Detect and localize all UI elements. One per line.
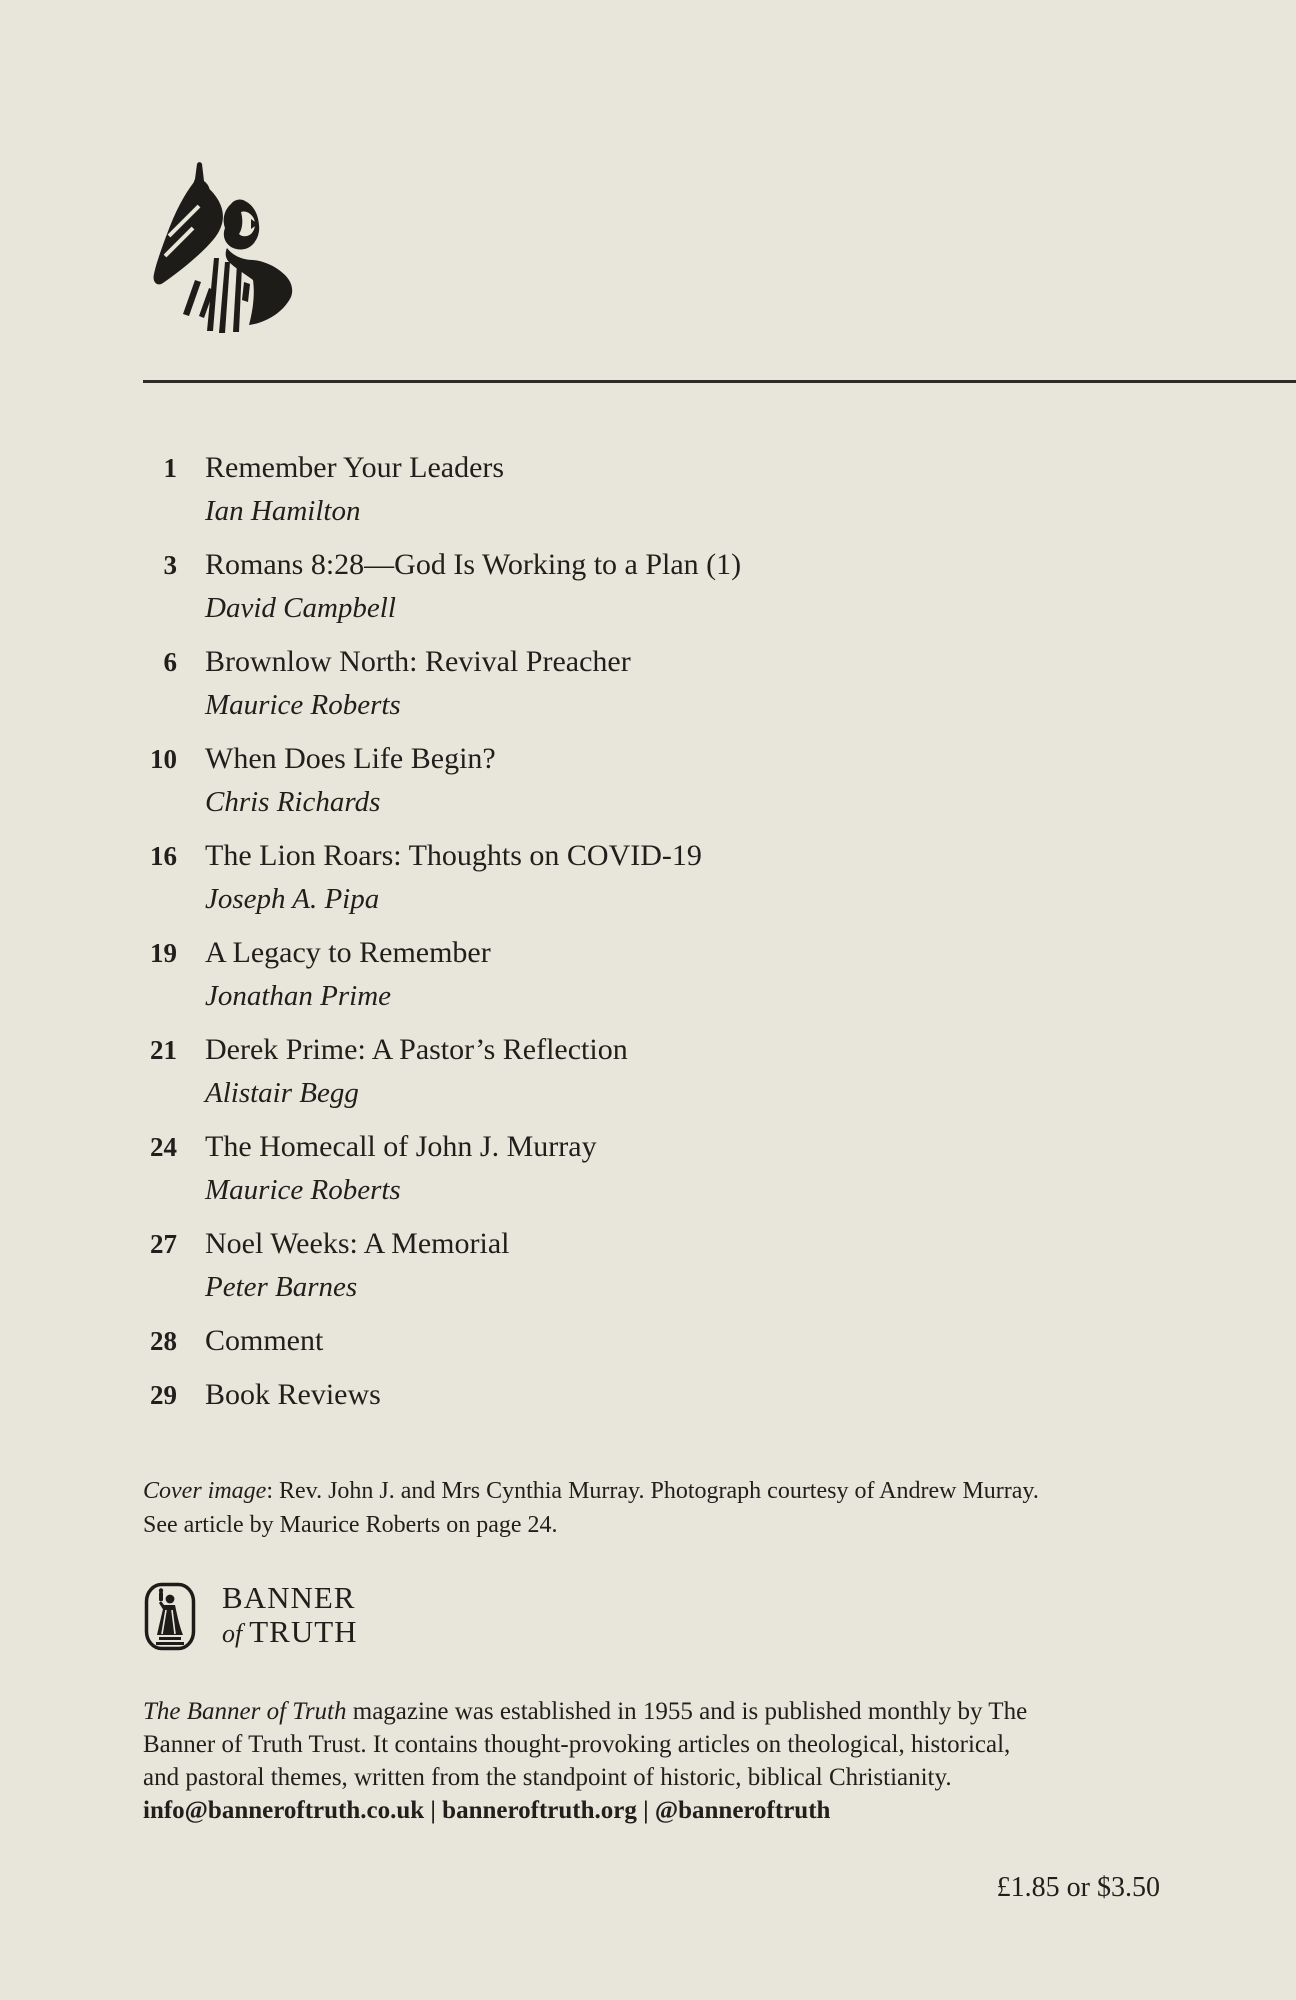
cover-note-text: : Rev. John J. and Mrs Cynthia Murray. Photograph courtesy of Andrew Murray. [266, 1478, 1039, 1504]
wordmark-truth: TRUTH [249, 1614, 358, 1649]
table-of-contents [143, 446, 741, 1427]
toc-article-author: Ian Hamilton [205, 495, 361, 527]
publisher-blurb [143, 1695, 1043, 1794]
toc-article-title: Comment [205, 1324, 324, 1357]
toc-page-number: 10 [150, 744, 177, 774]
toc-entry [143, 834, 741, 921]
toc-page-number: 1 [163, 453, 177, 483]
toc-page-number: 27 [150, 1229, 177, 1259]
toc-page-number: 28 [150, 1326, 177, 1356]
toc-article-author: Alistair Begg [205, 1077, 359, 1109]
blurb-text: magazine was established in 1955 and is published monthly by The Banner of Truth Trust. It contains thought-provoking articles on theological, historical, and pastoral themes, written from the standpoint of historic, biblical Christianity. [143, 1698, 1028, 1791]
toc-entry [143, 1222, 741, 1309]
toc-entry [143, 1125, 741, 1212]
toc-page-number: 19 [150, 938, 177, 968]
toc-entry [143, 1373, 741, 1417]
toc-page-number: 16 [150, 841, 177, 871]
toc-article-author: Jonathan Prime [205, 980, 392, 1012]
toc-page-number: 24 [150, 1132, 177, 1162]
toc-article-author: Chris Richards [205, 786, 381, 818]
toc-entry [143, 1028, 741, 1115]
toc-page-number: 3 [163, 550, 177, 580]
toc-article-title: A Legacy to Remember [205, 936, 491, 969]
publisher-wordmark [222, 1581, 358, 1651]
publisher-brand [144, 1581, 358, 1651]
toc-page-number: 21 [150, 1035, 177, 1065]
publisher-contact-line: info@banneroftruth.co.uk | banneroftruth.org | @banneroftruth [143, 1797, 831, 1824]
toc-article-author: Maurice Roberts [205, 689, 401, 721]
toc-article-title: Romans 8:28—God Is Working to a Plan (1) [205, 548, 742, 581]
toc-article-title: The Lion Roars: Thoughts on COVID-19 [205, 839, 702, 872]
toc-article-author: Maurice Roberts [205, 1174, 401, 1206]
toc-entry [143, 446, 741, 533]
toc-article-author: David Campbell [205, 592, 396, 624]
cover-note-line1 [143, 1474, 1039, 1508]
toc-entry [143, 931, 741, 1018]
blurb-magazine-name: The Banner of Truth [143, 1698, 347, 1725]
toc-article-title: Derek Prime: A Pastor’s Reflection [205, 1033, 628, 1066]
toc-article-title: Brownlow North: Revival Preacher [205, 645, 631, 678]
cover-price: £1.85 or $3.50 [996, 1872, 1160, 1903]
cover-note-line2: See article by Maurice Roberts on page 24. [143, 1512, 558, 1538]
toc-article-author: Joseph A. Pipa [205, 883, 380, 915]
toc-page-number: 29 [150, 1380, 177, 1410]
toc-article-title: Remember Your Leaders [205, 451, 505, 484]
cover-image-note [143, 1474, 1039, 1542]
toc-page-number: 6 [163, 647, 177, 677]
divider-rule [143, 380, 1296, 383]
toc-article-title: When Does Life Begin? [205, 742, 496, 775]
toc-entry [143, 1319, 741, 1363]
banner-of-truth-crest-icon [144, 1582, 196, 1651]
cover-note-label: Cover image [143, 1478, 267, 1504]
toc-entry [143, 640, 741, 727]
toc-article-title: The Homecall of John J. Murray [205, 1130, 597, 1163]
preacher-engraving-icon [153, 162, 295, 339]
wordmark-banner: BANNER [222, 1580, 356, 1615]
toc-entry [143, 737, 741, 824]
toc-article-title: Noel Weeks: A Memorial [205, 1227, 510, 1260]
toc-article-title: Book Reviews [205, 1378, 381, 1411]
toc-article-author: Peter Barnes [205, 1271, 358, 1303]
toc-entry [143, 543, 741, 630]
wordmark-of-truth [222, 1615, 358, 1651]
wordmark-of: of [222, 1619, 243, 1648]
